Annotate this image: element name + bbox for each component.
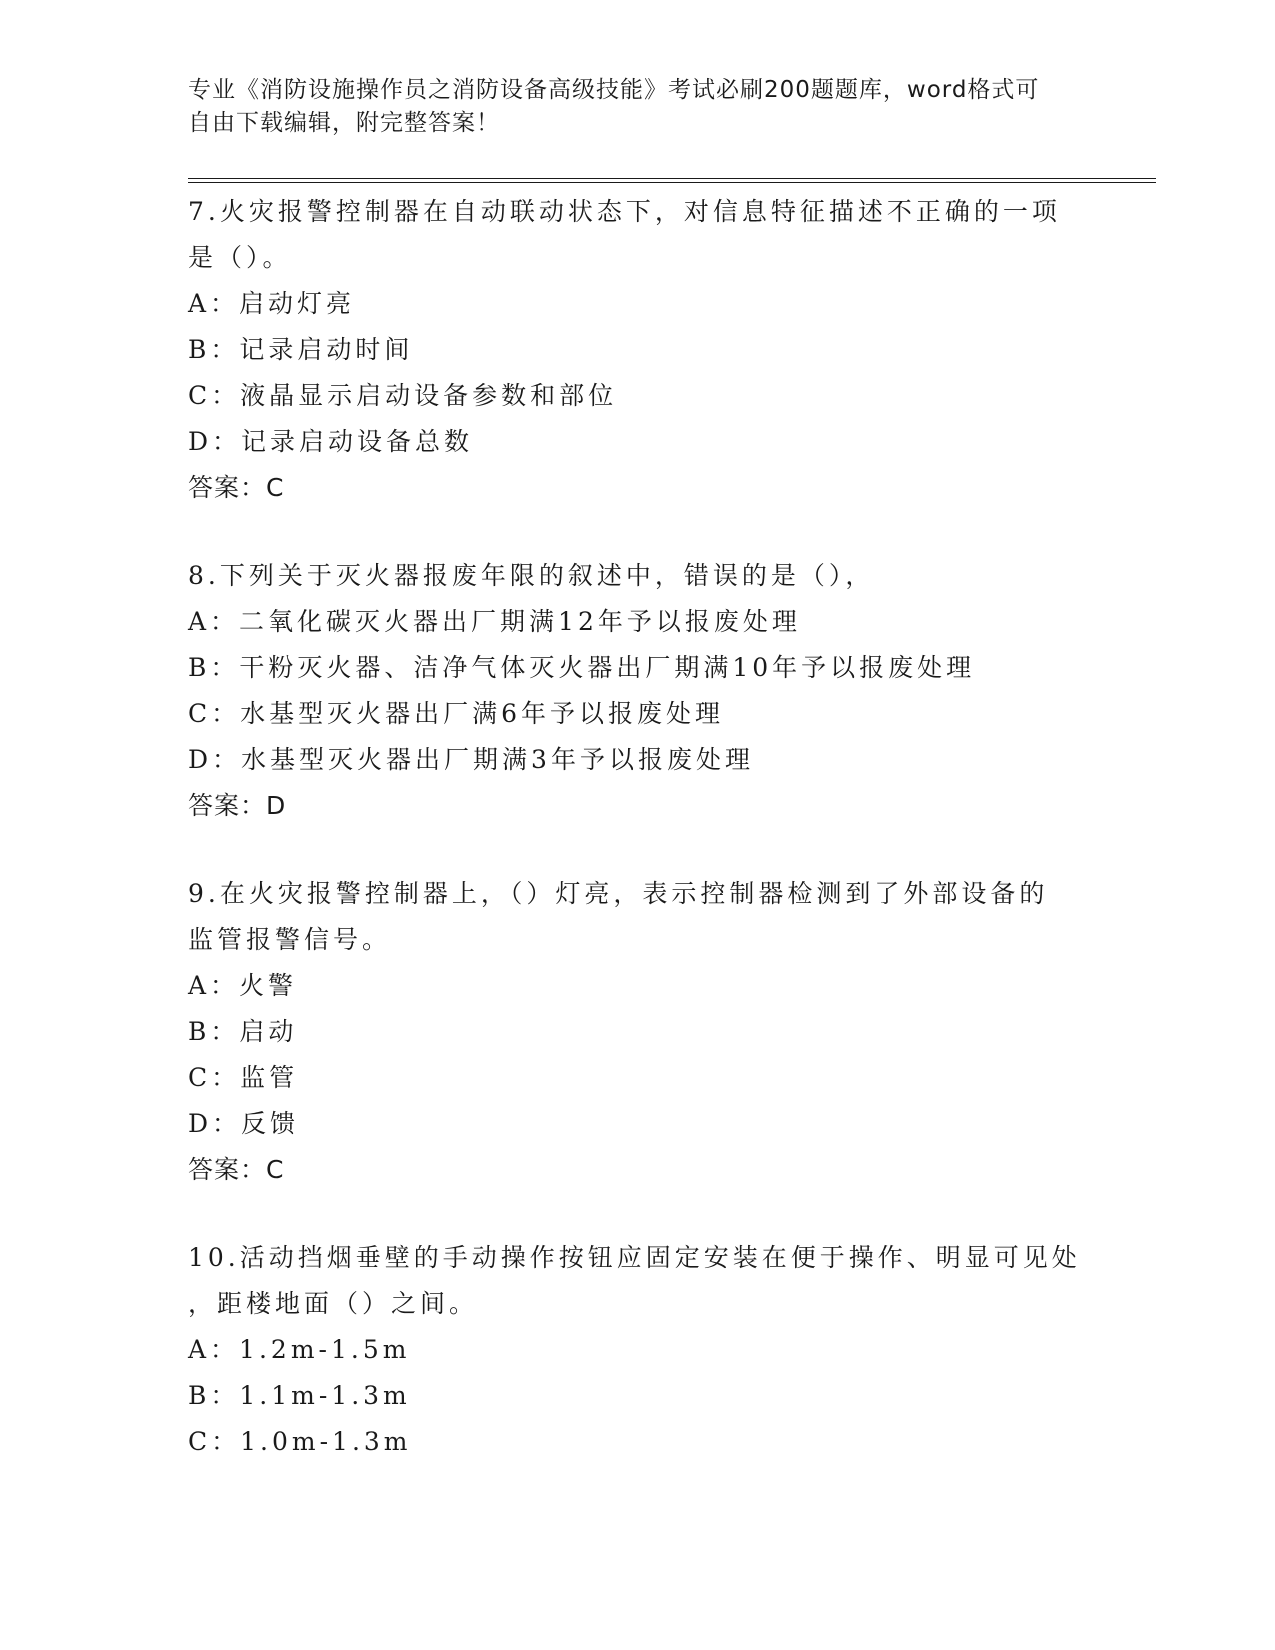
option-c: C：监管 — [188, 1063, 299, 1092]
question-stem: ，距楼地面（）之间。 — [188, 1289, 479, 1318]
answer-line: 答案：C — [188, 473, 285, 502]
question-stem: 8.下列关于灭火器报废年限的叙述中，错误的是（）， — [188, 561, 875, 590]
question-10 — [188, 1235, 1088, 1465]
option-a: A：火警 — [188, 971, 298, 1000]
option-d: D：水基型灭火器出厂期满3年予以报废处理 — [188, 745, 754, 774]
option-d: D：反馈 — [188, 1109, 300, 1138]
option-b: B：1.1m-1.3m — [188, 1381, 411, 1410]
option-b: B：干粉灭火器、洁净气体灭火器出厂期满10年予以报废处理 — [188, 653, 976, 682]
header-divider-bottom — [188, 182, 1156, 183]
answer-line: 答案：D — [188, 791, 287, 820]
option-a: A：启动灯亮 — [188, 289, 356, 318]
question-stem: 10.活动挡烟垂壁的手动操作按钮应固定安装在便于操作、明显可见处 — [188, 1243, 1081, 1272]
option-c: C：液晶显示启动设备参数和部位 — [188, 381, 618, 410]
option-c: C：水基型灭火器出厂满6年予以报废处理 — [188, 699, 725, 728]
question-stem: 是（）。 — [188, 243, 292, 272]
option-b: B：记录启动时间 — [188, 335, 414, 364]
question-stem: 监管报警信号。 — [188, 925, 392, 954]
question-stem: 7.火灾报警控制器在自动联动状态下，对信息特征描述不正确的一项 — [188, 197, 1061, 226]
question-stem: 9.在火灾报警控制器上，（）灯亮，表示控制器检测到了外部设备的 — [188, 879, 1049, 908]
answer-line: 答案：C — [188, 1155, 285, 1184]
option-c: C：1.0m-1.3m — [188, 1427, 412, 1456]
question-list — [188, 189, 1088, 1465]
question-9 — [188, 871, 1088, 1193]
question-8 — [188, 553, 1088, 829]
header-line-1: 专业《消防设施操作员之消防设备高级技能》考试必刷200题题库，word格式可 — [188, 77, 1040, 103]
header-divider-top — [188, 178, 1156, 179]
option-a: A：1.2m-1.5m — [188, 1335, 411, 1364]
option-d: D：记录启动设备总数 — [188, 427, 474, 456]
option-a: A：二氧化碳灭火器出厂期满12年予以报废处理 — [188, 607, 801, 636]
option-b: B：启动 — [188, 1017, 298, 1046]
header-line-2: 自由下载编辑，附完整答案！ — [188, 110, 500, 136]
document-header — [188, 74, 1068, 140]
question-7 — [188, 189, 1088, 511]
